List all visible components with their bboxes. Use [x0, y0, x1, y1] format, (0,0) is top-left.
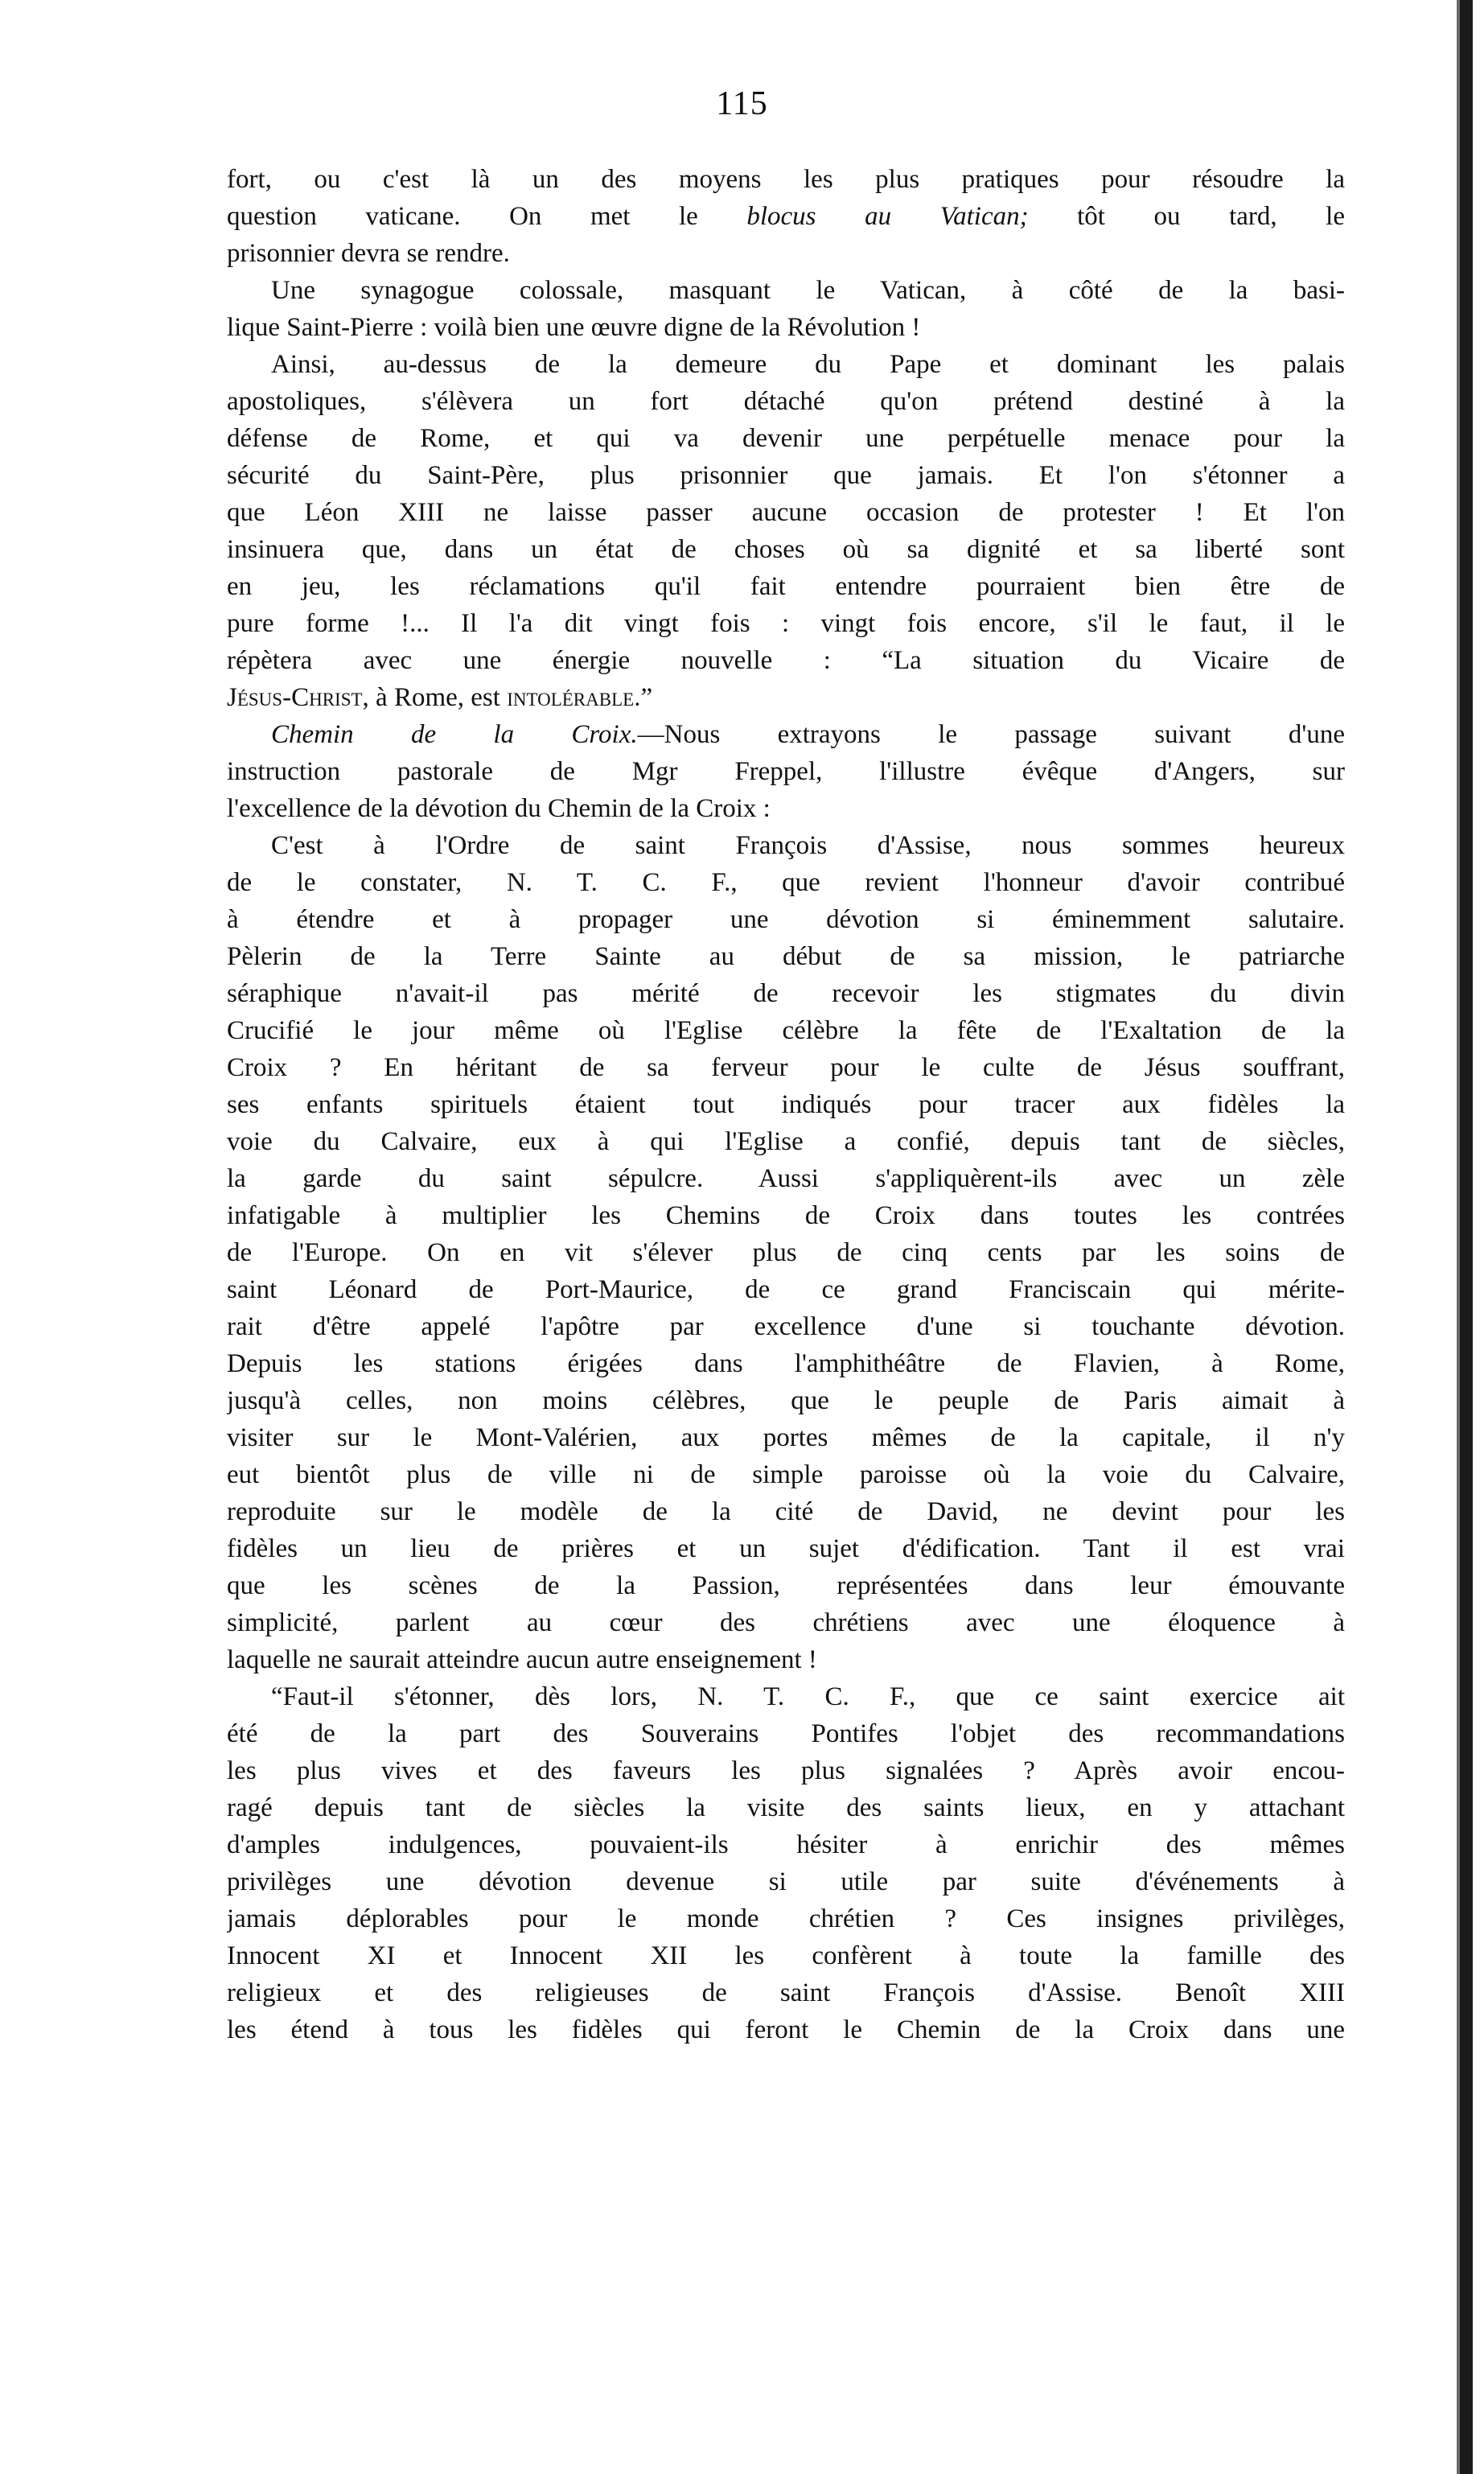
text-line: saint Léonard de Port-Maurice, de ce grand Franciscain qui mérite-	[227, 1275, 1345, 1304]
text-line: insinuera que, dans un état de choses où sa dignité et sa liberté sont	[227, 535, 1345, 564]
text-line: Crucifié le jour même où l'Eglise célèbre la fête de l'Exaltation de la	[227, 1016, 1345, 1045]
text-line	[227, 679, 1345, 716]
text-fragment: Jésus-Christ	[227, 683, 363, 712]
paragraph-5	[227, 827, 1345, 1678]
text-line: jusqu'à celles, non moins célèbres, que le peuple de Paris aimait à	[227, 1386, 1345, 1415]
text-line: de l'Europe. On en vit s'élever plus de cinq cents par les soins de	[227, 1238, 1345, 1267]
text-fragment: ”	[640, 683, 653, 712]
text-line: sécurité du Saint-Père, plus prisonnier que jamais. Et l'on s'étonner a	[227, 461, 1345, 490]
text-line: d'amples indulgences, pouvaient-ils hésiter à enrichir des mêmes	[227, 1830, 1345, 1859]
text-line: instruction pastorale de Mgr Freppel, l'illustre évêque d'Angers, sur	[227, 757, 1345, 786]
text-line: l'excellence de la dévotion du Chemin de la Croix :	[227, 794, 771, 823]
text-fragment: tôt ou tard, le	[1028, 202, 1345, 231]
text-fragment: —Nous extrayons le passage suivant d'une	[637, 720, 1345, 749]
text-line: ses enfants spirituels étaient tout indiqués pour tracer aux fidèles la	[227, 1090, 1345, 1119]
text-line: été de la part des Souverains Pontifes l'objet des recommandations	[227, 1719, 1345, 1748]
text-line: laquelle ne saurait atteindre aucun autre enseignement !	[227, 1645, 817, 1674]
text-line: Croix ? En héritant de sa ferveur pour le culte de Jésus souffrant,	[227, 1053, 1345, 1082]
text-line: que les scènes de la Passion, représentées dans leur émouvante	[227, 1571, 1345, 1600]
text-line: “Faut-il s'étonner, dès lors, N. T. C. F., que ce saint exercice ait	[271, 1682, 1345, 1711]
text-line: prisonnier devra se rendre.	[227, 239, 510, 268]
text-fragment: question vaticane. On met le	[227, 202, 747, 231]
text-line: à étendre et à propager une dévotion si éminemment salutaire.	[227, 905, 1345, 934]
text-line: rait d'être appelé l'apôtre par excellence d'une si touchante dévotion.	[227, 1312, 1345, 1341]
text-line: Innocent XI et Innocent XII les confèrent à toute la famille des	[227, 1941, 1345, 1970]
italic-phrase: blocus au Vatican;	[746, 202, 1029, 231]
paragraph-1	[227, 161, 1345, 272]
text-line: apostoliques, s'élèvera un fort détaché qu'on prétend destiné à la	[227, 387, 1345, 416]
text-line: les étend à tous les fidèles qui feront le Chemin de la Croix dans une	[227, 2015, 1345, 2044]
text-line: la garde du saint sépulcre. Aussi s'appliquèrent-ils avec un zèle	[227, 1164, 1345, 1193]
text-line: Une synagogue colossale, masquant le Vatican, à côté de la basi-	[271, 276, 1345, 305]
text-line: Depuis les stations érigées dans l'amphithéâtre de Flavien, à Rome,	[227, 1349, 1345, 1378]
text-line: Pèlerin de la Terre Sainte au début de sa mission, le patriarche	[227, 942, 1345, 971]
text-line: voie du Calvaire, eux à qui l'Eglise a confié, depuis tant de siècles,	[227, 1127, 1345, 1156]
body-text	[227, 161, 1345, 2048]
scan-binding-shadow	[1460, 0, 1473, 2474]
text-line: privilèges une dévotion devenue si utile par suite d'événements à	[227, 1867, 1345, 1896]
text-line: C'est à l'Ordre de saint François d'Assise, nous sommes heureux	[271, 831, 1345, 860]
text-line: répètera avec une énergie nouvelle : “La situation du Vicaire de	[227, 646, 1345, 675]
text-fragment: intolérable.	[507, 683, 641, 712]
text-line: pure forme !... Il l'a dit vingt fois : vingt fois encore, s'il le faut, il le	[227, 609, 1345, 638]
section-heading: Chemin de la Croix.	[271, 720, 638, 749]
text-line: eut bientôt plus de ville ni de simple paroisse où la voie du Calvaire,	[227, 1460, 1345, 1489]
text-line: visiter sur le Mont-Valérien, aux portes mêmes de la capitale, il n'y	[227, 1423, 1345, 1452]
text-line: que Léon XIII ne laisse passer aucune occasion de protester ! Et l'on	[227, 498, 1345, 527]
text-line: Ainsi, au-dessus de la demeure du Pape et dominant les palais	[271, 350, 1345, 379]
paragraph-4	[227, 716, 1345, 827]
text-line: fidèles un lieu de prières et un sujet d'édification. Tant il est vrai	[227, 1534, 1345, 1563]
text-line: religieux et des religieuses de saint François d'Assise. Benoît XIII	[227, 1978, 1345, 2007]
text-line: en jeu, les réclamations qu'il fait entendre pourraient bien être de	[227, 572, 1345, 601]
text-line: infatigable à multiplier les Chemins de Croix dans toutes les contrées	[227, 1201, 1345, 1230]
text-line: ragé depuis tant de siècles la visite des saints lieux, en y attachant	[227, 1793, 1345, 1822]
text-line	[227, 716, 1345, 753]
paragraph-3	[227, 346, 1345, 716]
text-line: de le constater, N. T. C. F., que revient l'honneur d'avoir contribué	[227, 868, 1345, 897]
page-number: 115	[716, 85, 768, 122]
paragraph-2	[227, 272, 1345, 346]
text-line	[227, 198, 1345, 235]
text-line: lique Saint-Pierre : voilà bien une œuvre digne de la Révolution !	[227, 313, 921, 342]
text-line: fort, ou c'est là un des moyens les plus pratiques pour résoudre la	[227, 165, 1345, 194]
paragraph-6	[227, 1678, 1345, 2048]
text-fragment: , à Rome, est	[362, 683, 508, 712]
text-line: défense de Rome, et qui va devenir une perpétuelle menace pour la	[227, 424, 1345, 453]
text-line: simplicité, parlent au cœur des chrétiens avec une éloquence à	[227, 1608, 1345, 1637]
text-line: les plus vives et des faveurs les plus signalées ? Après avoir encou-	[227, 1756, 1345, 1785]
text-line: jamais déplorables pour le monde chrétien ? Ces insignes privilèges,	[227, 1904, 1345, 1933]
text-line: reproduite sur le modèle de la cité de David, ne devint pour les	[227, 1497, 1345, 1526]
text-line: séraphique n'avait-il pas mérité de recevoir les stigmates du divin	[227, 979, 1345, 1008]
